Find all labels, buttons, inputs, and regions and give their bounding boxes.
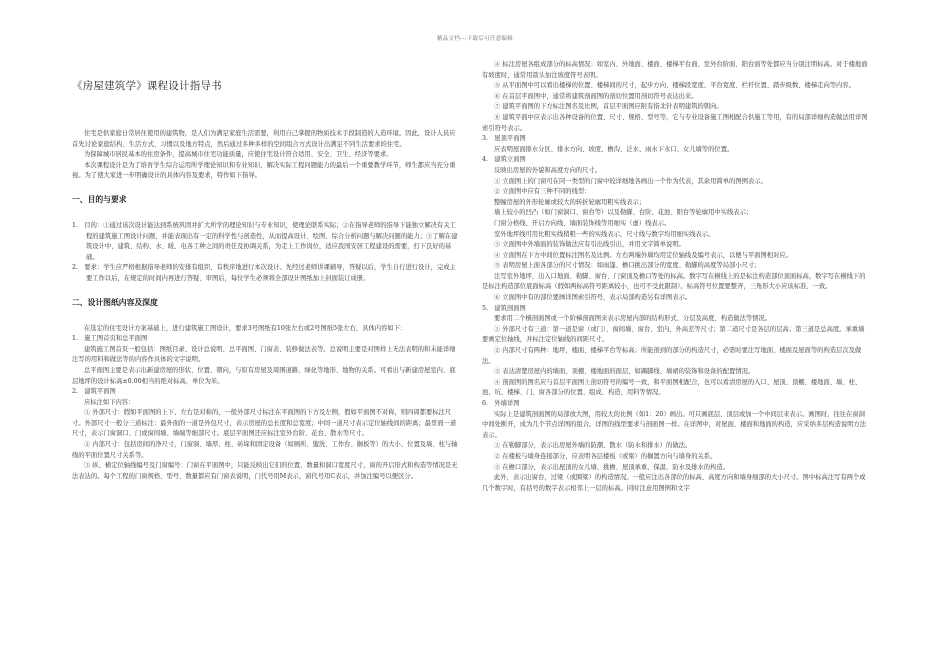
drawing-item-heading: 2. 建筑平面图 [72, 388, 116, 396]
right-paragraph: ③ 立面图中外墙面的装饰做法应有引出线引出，并用文字简单说明。 [494, 241, 685, 249]
right-paragraph: 此外，表示出窗台，过梁（或圈梁）的构造情况。一般应注出各部位的标高、高度方向和墙身细部的大小尺寸。图中标高注写有两个或几个数字时，有括号的数字表示相邻上一层的标高。同时注意用图例和文字 [482, 474, 866, 492]
right-paragraph: ① 立面图上的门窗可在同一类型的门窗中较详细地各画出一个作为代表，其余用简单的图例表示。 [494, 177, 767, 185]
right-paragraph: 反映出房屋的外貌和高度方向的尺寸。 [494, 166, 602, 174]
right-item-heading: 3. 屋顶平面图 [482, 135, 526, 143]
right-paragraph: ① 外部尺寸有三道：第一道是窗（或门）、窗间墙、窗台、室内、外高差等尺寸；第二道尺寸是各层的层高；第三道是总高度。承重墙要画定位轴线，并标注定位轴线的间距尺寸。 [482, 325, 865, 344]
right-paragraph: 墙上较小的凹凸（如门窗洞口、窗台等）以及勒脚、台阶、花池、阳台等轮廓用中实线表示； [494, 209, 753, 217]
right-item-heading: 6. 外墙详图 [482, 400, 520, 407]
drawing-paragraph: 总平面图主要是表示出新建房屋的形状、位置、朝向，与原有房屋及周围道路、绿化等地形、地物的关系。可看出与新建房屋室内、底层地坪的设计标高±0.00相当的绝对标高，单位为米。 [72, 366, 456, 385]
drawing-paragraph: ③ 纵、横定位轴线编号及门窗编号：门窗在平面图中，只能反映出它们的位置、数量和洞口宽度尺寸，窗的开启形式和构造等情况是无法表达的。每个工程的门窗规格、型号、数量都应有门窗表说明，门代号用M表示，窗代号用C表示，并加注编号以便区分。 [72, 462, 458, 480]
right-paragraph: ④ 标注房屋各组成部分的标高情况：如室内、外地面、楼面、楼梯平台面、室外台阶面、阳台面等处都应当分别注明标高。对于楼地面有坡度时，通常用箭头加注坡度符号表明。 [482, 61, 868, 79]
intro-paragraph-3: 本次课程设计是为了培育学生综合运用所学理论知识和专业知识，解决实际工程问题能力的最后一个重要教学环节，师生都应当充分重视。为了使大家进一步明确设计的具体内容及要求，特作如下指导。 [72, 161, 456, 180]
right-paragraph: 门窗分格线、开启方向线、墙面装饰线等用细实（虚）线表示。 [494, 219, 671, 227]
right-paragraph: ④ 立面图在下方中间位置标注图名及比例。左右两端外墙均用定位轴线及编号表示，以便与平面图相对应。 [494, 251, 792, 259]
right-item-heading: 5. 建筑剖面图 [482, 304, 526, 312]
section-heading-goals: 一、目的与要求 [72, 194, 127, 204]
right-item-heading: 4. 建筑立面图 [482, 156, 526, 164]
right-paragraph: ⑤ 表明房屋上面各部分的尺寸情况：如雨篷、檐口挑出部分的宽度、勒脚的高度等局部小尺寸； [494, 262, 761, 270]
drawing-paragraph: 应标注如下内容： [84, 398, 135, 406]
right-paragraph: ① 在勒脚部分，表示出房屋外墙的防潮、散水（防水和排水）的做法。 [494, 442, 692, 450]
right-paragraph: ② 立面图中应有三种不同的线型： [494, 188, 591, 196]
right-paragraph: 实际上是建筑剖面图的局部放大图，用较大的比例（如1：20）画出。可只画底层、顶层或加一个中间层来表示。画图时，往往在窗洞中间处断开，成为几个节点详图的组合。详图的线型要求与剖面图一样。在详图中，对屋面、楼面和地面的构造，应采纳多层构造说明方法表示。 [482, 410, 867, 439]
goal-item-1: 1. 目的：①通过该次设计能达到系统巩固并扩大所学的理论知识与专业知识，使理论联系实际；②在指导老师的指导下能独立解决有关工程的建筑施工图设计问题，并能表现出有一定的科学性与创造性，从而提高设计、绘图、综合分析问题与解决问题的能力；③了解在建筑设计中，建筑、结构、水、暖、电各工种之间的责任及协调关系，为走上工作岗位，适应我国安居工程建设的需要，打下良好的基础。 [72, 221, 458, 261]
right-paragraph: 要求用二个横剖面图或一个阶梯剖面图来表示房屋内部的结构形式、分层及高度、构造做法等情况。 [494, 315, 772, 323]
right-paragraph: 整幢房屋的外形轮廓或较大的转折轮廓用粗实线表示； [494, 198, 646, 206]
right-column [482, 60, 868, 494]
page-header-note: 精品文档---下载后可任意编辑 [436, 36, 514, 42]
right-paragraph: ⑦ 建筑平面图的下方标注图名及比例，首层平面图应附有指北针表明建筑的朝向。 [494, 103, 723, 111]
right-paragraph: ⑥ 立面图中有的部位要画详图索引符号，表示局部构造另有详图表示。 [494, 294, 692, 302]
left-column [72, 60, 458, 482]
right-paragraph: ⑧ 建筑平面中应表示出各种设备的位置、尺寸、规格、型号等，它与专业设备施工图相配合供施工等用，有的局部详细构造做法用详图索引符号表示。 [482, 113, 868, 132]
right-paragraph: ④ 剖面图的图名应与首层平面图上剖切符号的编号一致，和平面图相配合，也可以看清房屋的入口、屋顶、顶棚、楼地面、墙、柱、池、坑、楼梯、门、窗各部分的位置、组成、构造、用料等情况。 [482, 378, 862, 397]
right-paragraph: 应表明屋面排水分区、排水方向、坡度、檐沟、泛水、雨水下水口、女儿墙等的位置。 [494, 145, 734, 153]
section-heading-drawings: 二、设计图纸内容及深度 [72, 297, 158, 307]
drawing-paragraph: ① 外部尺寸：假如平面图的上下、左右是对称的，一般外部尺寸标注在平面图的下方及左侧，假如平面图不对称，则四周都要标注尺寸。外部尺寸一般分三道标注：最外面的一道是外包尺寸，表示房屋的总长度和总宽度；中间一道尺寸表示定位轴线间的距离；最里面一道尺寸，表示门窗洞口、门或窗间墙、墙端等细部尺寸。底层平面图还应标注室外台阶、花台、散水等尺寸。 [72, 409, 457, 438]
drawing-item-heading: 1. 施工图首页和总平面图 [72, 335, 148, 343]
drawing-paragraph: 建筑施工图首页一般包括：图纸目录、设计总说明、总平面图、门窗表、装修做法表等。总说明主要是对图样上无法表明的和未能详细注写的用料和做法等的内容作具体的文字说明。 [72, 345, 456, 364]
right-paragraph: 注写室外地坪、出入口地面、勒脚、窗台、门窗顶及檐口等处的标高。数字写在横线上的是标注构造部位顶面标高，数字写在横线下的是标注构造部位底面标高（假如两标高符号距离较小，也可不受此限制）。标高符号位置要整齐，三角形大小应该标准、一致。 [482, 272, 866, 291]
right-paragraph: ⑤ 从平面图中可以看出楼梯的位置、楼梯间的尺寸，起步方向、楼梯段宽度、平台宽度、栏杆位置、踏步级数、楼梯走向等内容。 [494, 82, 855, 90]
drawings-intro: 在选定的住宅设计方案基础上，进行建筑施工图设计，要求3号图纸有10张左右或2号图纸5张左右，具体内容如下： [84, 324, 407, 332]
right-paragraph: 室外地坪线可用比粗实线稍粗一些的实线表示，尺寸线与数字均用细实线表示。 [494, 230, 715, 238]
right-paragraph: ② 在楼板与墙身连接部分，应表明各层楼板（或梁）的搁置方向与墙身的关系。 [494, 452, 717, 460]
document-title: 《房屋建筑学》课程设计指导书 [72, 80, 222, 92]
right-paragraph: ③ 表达清楚房屋内的墙面、顶棚、楼地面的面层，如踢脚线、墙裙的装饰和设备的配置情况。 [494, 368, 755, 376]
right-paragraph: ③ 在檐口部分，表示出屋顶的女儿墙、挑檐、屋顶承重、保温、防水及排水的构造。 [494, 463, 729, 471]
intro-paragraph-2: 为保障城市居民基本的住房条件，提高城市住宅功能质量，应使住宅设计符合适用、安全、卫生、经济等要求。 [84, 151, 393, 159]
right-paragraph: ⑥ 在首层平面图中，通常将建筑剖面图的剖切位置用剖切符号表达出来。 [494, 92, 698, 100]
intro-paragraph-1: 住宅是供家庭日常居住使用的建筑物，是人们为满足家庭生活需要，利用自己掌握的物质技术手段制造的人造环境。因此，设计人员应首先讨论家庭结构、生活方式、习惯以及地方特点，然后通过多种多样的空间组合方式设计出满足不同生活要求的住宅。 [72, 130, 456, 148]
drawing-paragraph: ② 内部尺寸：包括房间的净尺寸，门窗洞、墙厚、柱、砖垛和固定设备（如厕所、盥洗、工作台、搁板等）的大小、位置及墙、柱与轴线的平面位置尺寸关系等。 [72, 441, 458, 459]
goal-item-2: 2. 要求：学生应严格根据指导老师的安排有组织、有秩序地进行本次设计。先经过老师讲课辅导，答疑以后，学生自行进行设计，完成主要工作以后，在规定的时间内再进行答疑、审图后，每位学生必须将全部设计图纸加上封面装订成册。 [72, 264, 456, 282]
right-paragraph: ② 内部尺寸有两种：地坪、楼面、楼梯平台等标高；所能剖到的部分的构造尺寸，必需时要注写地面、楼面及屋面等的构造层次及做法。 [482, 347, 862, 365]
